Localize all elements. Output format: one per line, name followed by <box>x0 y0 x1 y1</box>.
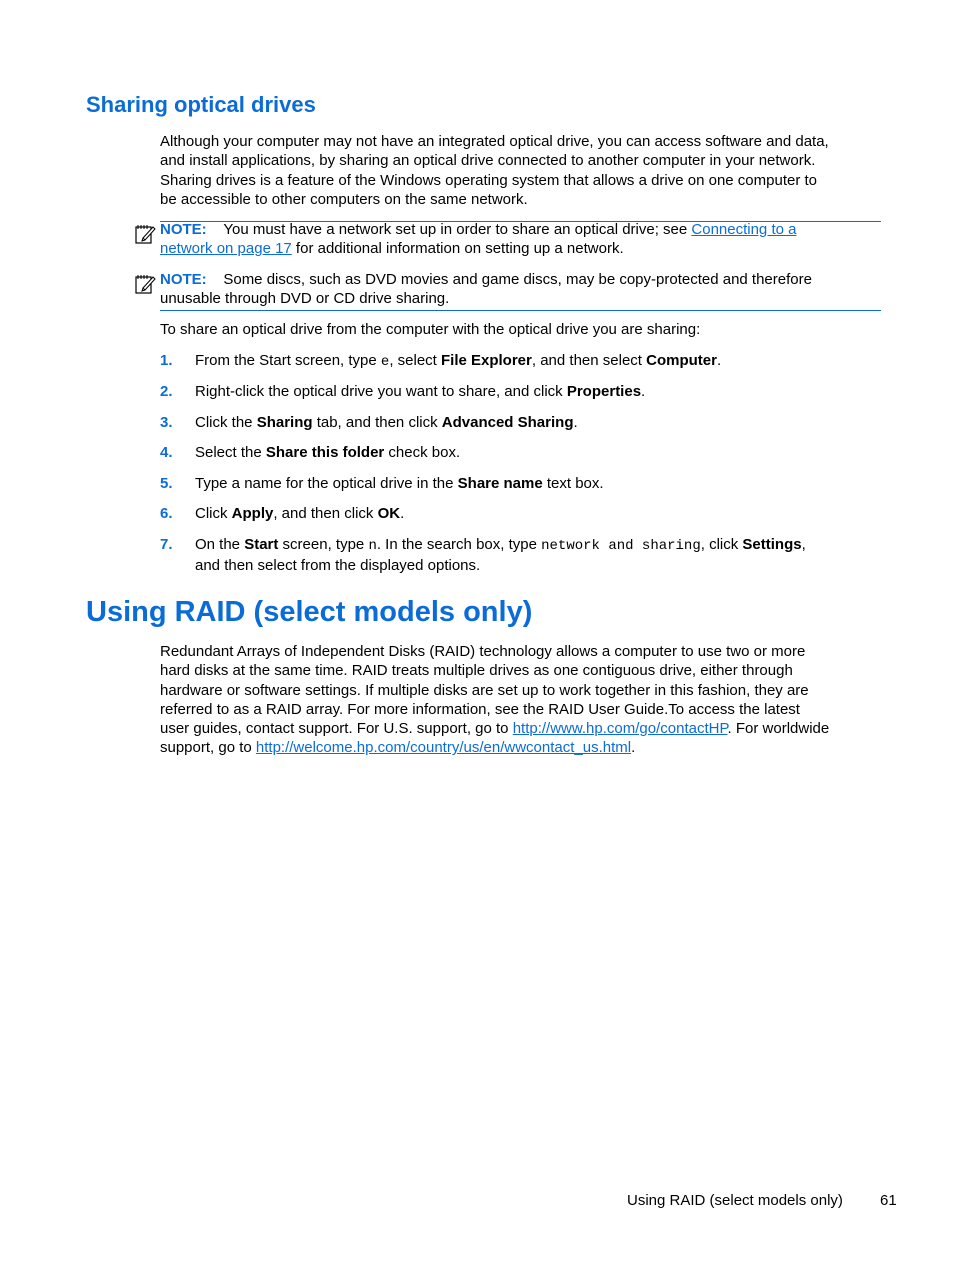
raid-paragraph <box>160 642 890 758</box>
steps-intro-text: To share an optical drive from the computer with the optical drive you are sharing: <box>160 321 701 338</box>
note-text: Some discs, such as DVD movies and game discs, may be copy-protected and therefore <box>223 271 812 288</box>
raid-line: support, go to http://welcome.hp.com/country/us/en/wwcontact_us.html. <box>160 739 636 757</box>
note-text: for additional information on setting up a network. <box>291 240 624 258</box>
step-number: 1. <box>160 352 173 369</box>
list-item <box>160 535 890 575</box>
note-1 <box>160 220 890 259</box>
intro-line: and install applications, by sharing an optical drive connected to another computer in your network. <box>160 152 816 170</box>
connecting-link-cont[interactable]: network on page 17 <box>160 240 292 258</box>
raid-line: hardware or software settings. If multiple disks are set up to work together in this fashion, they are <box>160 681 809 699</box>
note-line <box>160 270 890 289</box>
note-2 <box>160 270 890 309</box>
step-text: On the Start screen, type n. In the search box, type network and sharing, click Settings, and then select from the displayed options. <box>195 536 806 575</box>
step-text: Select the Share this folder check box. <box>195 444 461 461</box>
intro-line: Although your computer may not have an integrated optical drive, you can access software and data, <box>160 133 829 150</box>
step-number: 4. <box>160 444 173 461</box>
raid-line: referred to as a RAID array. For more information, see the RAID User Guide.To access the latest <box>160 700 800 718</box>
note-label: NOTE: <box>160 221 207 238</box>
step-text: From the Start screen, type e, select File Explorer, and then select Computer. <box>195 352 722 370</box>
steps-intro <box>160 320 890 339</box>
step-text: Click the Sharing tab, and then click Advanced Sharing. <box>195 414 578 431</box>
connecting-link[interactable]: Connecting to a <box>691 221 797 238</box>
note-line: unusable through DVD or CD drive sharing. <box>160 290 450 308</box>
note-line <box>160 220 890 239</box>
step-number: 6. <box>160 505 173 522</box>
note-line <box>160 239 890 258</box>
intro-paragraph <box>160 132 890 209</box>
contact-hp-link[interactable]: http://www.hp.com/go/contactHP <box>512 720 728 738</box>
worldwide-contact-link[interactable]: http://welcome.hp.com/country/us/en/wwcontact_us.html <box>255 739 632 757</box>
page-number: 61 <box>880 1192 897 1209</box>
note-pad-icon <box>134 223 156 245</box>
intro-line: Sharing drives is a feature of the Windows operating system that allows a drive on one computer to <box>160 171 818 189</box>
note-bottom-rule <box>160 310 881 311</box>
note-label: NOTE: <box>160 271 207 288</box>
step-text: Type a name for the optical drive in the Share name text box. <box>195 475 604 492</box>
note-text: You must have a network set up in order to share an optical drive; see <box>223 221 692 238</box>
step-text: Right-click the optical drive you want to share, and click Properties. <box>195 383 646 400</box>
step-number: 5. <box>160 475 173 492</box>
raid-line: Redundant Arrays of Independent Disks (RAID) technology allows a computer to use two or more <box>160 643 806 660</box>
step-text: Click Apply, and then click OK. <box>195 505 405 522</box>
step-number: 7. <box>160 536 173 553</box>
section-heading: Sharing optical drives <box>86 92 316 117</box>
note-pad-icon <box>134 273 156 295</box>
raid-line: user guides, contact support. For U.S. support, go to http://www.hp.com/go/contactHP. For worldwide <box>160 720 830 738</box>
step-number: 3. <box>160 414 173 431</box>
intro-line: be accessible to other computers on the same network. <box>160 190 528 208</box>
step-number: 2. <box>160 383 173 400</box>
raid-heading: Using RAID (select models only) <box>86 596 533 628</box>
raid-line: hard disks at the same time. RAID treats multiple drives as one contiguous drive, either through <box>160 662 793 680</box>
footer-section-title: Using RAID (select models only) <box>627 1192 843 1209</box>
